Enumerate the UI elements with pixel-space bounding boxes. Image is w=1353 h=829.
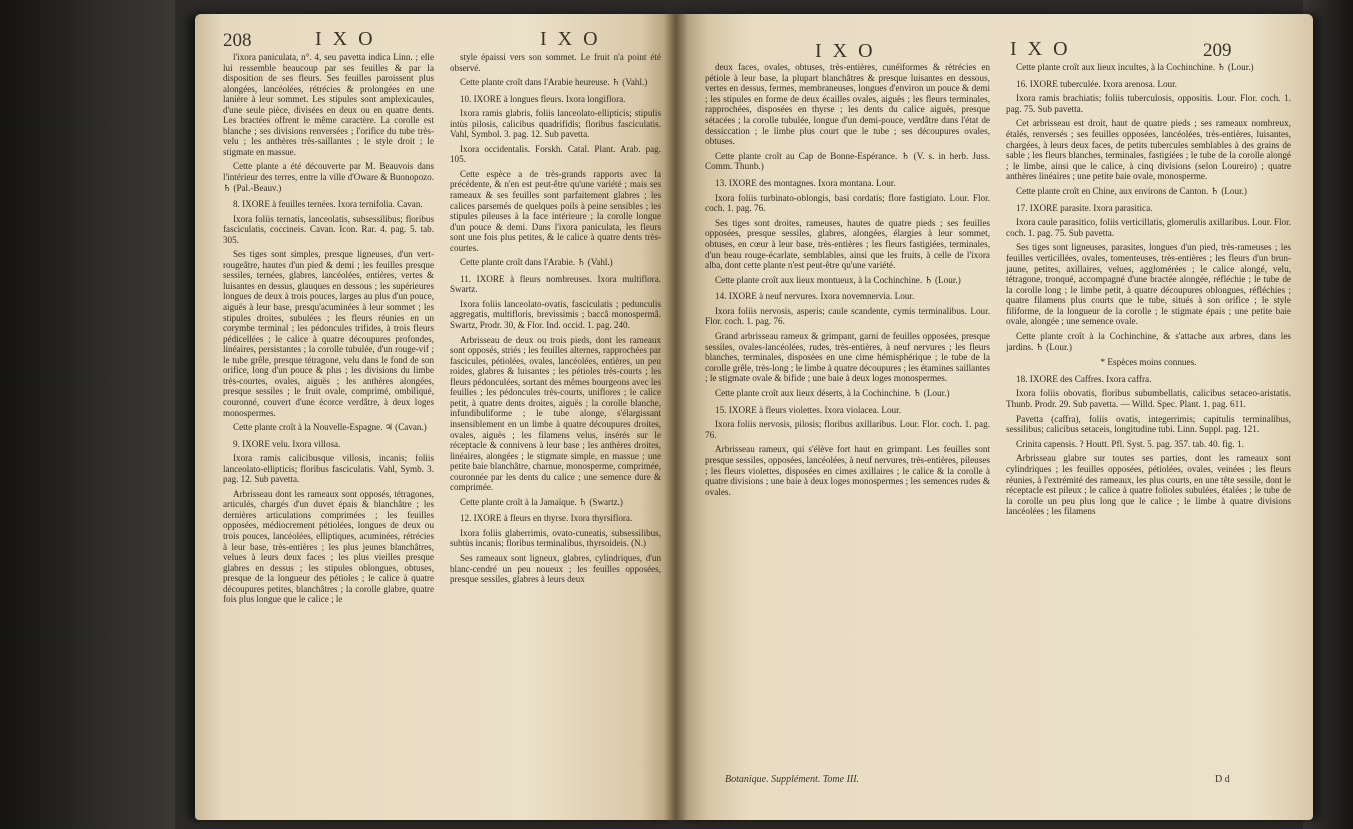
left-column-1 — [223, 52, 434, 820]
paragraph: Ixora foliis ternatis, lanceolatis, subsessilibus; floribus fasciculatis, coccineis. Cavan. Icon. Rar. 4. pag. 5. tab. 305. — [223, 213, 434, 245]
paragraph: Ses tiges sont simples, presque ligneuses, d'un vert-rougeâtre, hautes d'un pied & demi ; les feuilles presque sessiles, ternées, glabres, lancéolées, entières, vertes & luisantes en dessus, glauques en dessous ; les supérieures longues de deux à trois pouces, larges au plus d'un pouce, aiguës à leur base, presqu'acuminées à leur sommet ; les stipules droites, subulées ; les fleurs réunies en un corymbe terminal ; les pédoncules trifides, à trois fleurs pédicellées ; le calice à quatre découpures profondes, linéaires, persistantes ; la corolle tubulée, d'un rouge-vif ; le tube grêle, presque tétragone, velu dans le fond de son orifice, long d'un pouce & plus ; les divisions du limbe très-courtes, ovales, aiguës ; les anthères alongées, presque sessiles ; le fruit ovale, comprimé, ombiliqué, couronné, couvert d'une écorce verdâtre, à deux loges monospermes. — [223, 249, 434, 418]
right-column-1 — [705, 62, 990, 782]
running-head-left-col1: I X O — [315, 28, 376, 50]
paragraph: deux faces, ovales, obtuses, très-entières, cunéiformes & rétrécies en pétiole à leur base, la plupart blanchâtres & presque luisantes en dessous, vertes en dessus, fermes, membraneuses, longues d'environ un pouce & demi ; les stipules en forme de deux écailles ovales, aiguës ; les fleurs terminales, rapprochées, disposées en thyrse ; les dents du calice aiguës, presque sétacées ; la corolle tubulée, longue d'un demi-pouce, verdâtre dans l'état de dessiccation ; le limbe plus court que le tube ; ses découpures ovales, obtuses. — [705, 62, 990, 147]
paragraph: 17. IXORE parasite. Ixora parasitica. — [1016, 202, 1153, 213]
paragraph: Cette plante croît à la Jamaïque. ♄ (Swartz.) — [460, 496, 623, 507]
paragraph: Cette espèce a de très-grands rapports avec la précédente, & n'en est peut-être qu'une variété ; mais ses rameaux & ses feuilles sont parfaitement glabres ; les calices parsemés de quelques poils à peine sensibles ; les stipules pileuses à la face intérieure ; la corolle longue d'un pouce & demi. Dans l'ixora paniculata, les fleurs sont une fois plus petites, & le calice à quatre dents très-courtes. — [450, 168, 661, 253]
paragraph: Ixora caule parasitico, foliis verticillatis, glomerulis axillaribus. Lour. Flor. coch. 1. pag. 75. Sub pavetta. — [1006, 217, 1291, 238]
running-head-left-col2: I X O — [540, 28, 601, 50]
signature-mark: D d — [1215, 774, 1230, 785]
page-number-right: 209 — [1203, 40, 1232, 61]
paragraph: Ixora foliis obovatis, floribus subumbellatis, calicibus setaceo-aristatis. Thunb. Prodr. 29. Sub pavetta. — Willd. Spec. Plant. 1. pag. 611. — [1006, 388, 1291, 410]
paragraph: Ses tiges sont droites, rameuses, hautes de quatre pieds ; ses feuilles opposées, presque sessiles, glabres, alongées, élargies à leur sommet, obtuses, en cœur à leur base, très-entières ; les fleurs fastigiées, terminales, d'un beau rouge-écarlate, semblables, ainsi que les fruits, à celle de l'ixora alba, dont cette plante n'est peut-être qu'une variété. — [705, 217, 990, 271]
paragraph: Arbrisseau de deux ou trois pieds, dont les rameaux sont opposés, striés ; les feuilles alternes, rapprochées par fascicules, pétiolées, ovales, lancéolées, entières, un peu roides, glabres & luisantes ; les pétioles très-courts ; les fleurs pédonculées, sortant des mêmes bourgeons avec les feuilles ; les pédoncules très-courts, uniflores ; le calice petit, à quatre dents droites, aiguës ; la corolle blanche, infundibuliforme ; le tube alonge, s'élargissant insensiblement en un limbe à quatre découpures droites, ovales, aiguës ; les filamens velus, insérés sur le réceptacle & connivens à leur base ; les anthères droites, linéaires, alongées ; le stigmate simple, en massue ; une petite baie blanchâtre, charnue, monosperme, comprimée, couronnée par les dents du calice ; une semence dure & comprimée. — [450, 334, 661, 493]
paragraph: Ixora foliis turbinato-oblongis, basi cordatis; flore fastigiato. Lour. Flor. coch. 1. pag. 76. — [705, 192, 990, 214]
paragraph: * Espèces moins connues. — [1100, 357, 1197, 368]
paragraph: 16. IXORE tuberculée. Ixora arenosa. Lour. — [1016, 78, 1177, 89]
left-column-2 — [450, 52, 661, 820]
paragraph: Ixora foliis nervosis, asperis; caule scandente, cymis terminalibus. Lour. Flor. coch. 1. pag. 76. — [705, 305, 990, 327]
paragraph: 8. IXORE à feuilles ternées. Ixora ternifolia. Cavan. — [233, 199, 423, 210]
right-column-2 — [1006, 62, 1291, 782]
right-page — [675, 14, 1313, 820]
paragraph: l'ixora paniculata, n°. 4, seu pavetta indica Linn. ; elle lui ressemble beaucoup par ses feuilles & par la disposition de ses fleurs. Ses feuilles paroissent plus alongées, lancéolées, rétrécies & prolongées en une lanière à leur sommet. Les stipules sont amplexicaules, d'une seule pièce, divisées en deux ou en quatre dents. Les bractées offrent le même caractère. La corolle est blanche ; ses divisions renversées ; l'orifice du tube très-velu ; les anthères très-saillantes ; le style droit ; le stigmate en massue. — [223, 52, 434, 157]
page-number-left: 208 — [223, 30, 252, 51]
paragraph: Ixora foliis lanceolato-ovatis, fasciculatis ; pedunculis aggregatis, multifloris, brevissimis ; baccâ monospermâ. Swartz, Prodr. 30, & Flor. Ind. occid. 1. pag. 240. — [450, 298, 661, 331]
paragraph: Arbrisseau glabre sur toutes ses parties, dont les rameaux sont cylindriques ; les feuilles opposées, pétiolées, ovales, veinées ; les fleurs réunies, à l'extrémité des rameaux, les plus courts, en une tête sessile, dont le réceptacle est pileux ; le calice à quatre folioles subulées, étalées ; le tube de la corolle un peu plus long que le calice ; le limbe à quatre divisions lancéolées ; les filamens — [1006, 453, 1291, 517]
paragraph: Cette plante croît aux lieux incultes, à la Cochinchine. ♄ (Lour.) — [1016, 62, 1254, 72]
right-page-columns — [705, 62, 1291, 782]
paragraph: Grand arbrisseau rameux & grimpant, garni de feuilles opposées, presque sessiles, ovales-lancéolées, rudes, très-entières, à neuf nervures ; les fleurs blanches, terminales, disposées en une cime hémisphérique ; le tube de la corolle grêle, très-long ; le limbe à quatre découpures ; les étamines saillantes ; le stigmate ovale & bifide ; une baie à deux loges monospermes. — [705, 331, 990, 384]
paragraph: Cet arbrisseau est droit, haut de quatre pieds ; ses rameaux nombreux, étalés, renversés ; ses feuilles opposées, lancéolées, très-entières, luisantes, chargées, à leurs deux faces, de petits tubercules semblables à des grains de sable ; les fleurs blanches, terminales, fastigiées ; le tube de la corolle alongé ; le limbe, ainsi que le calice, à cinq divisions (selon Loureiro) ; quatre anthères linéaires ; une petite baie ovale, monosperme. — [1006, 118, 1291, 182]
left-page — [195, 14, 675, 820]
paragraph: 12. IXORE à fleurs en thyrse. Ixora thyrsiflora. — [460, 513, 633, 524]
paragraph: Ixora occidentalis. Forskh. Catal. Plant. Arab. pag. 105. — [450, 143, 661, 165]
paragraph: Ixora foliis glaberrimis, ovato-cuneatis, subsessilibus, subtùs incanis; floribus terminalibus, thyrsoideis. (N.) — [450, 527, 661, 549]
paragraph: Cette plante croît au Cap de Bonne-Espérance. ♄ (V. s. in herb. Juss. Comm. Thunb.) — [705, 150, 990, 172]
paragraph: Cette plante croît à la Nouvelle-Espagne. ♃ (Cavan.) — [233, 422, 427, 433]
paragraph: Arbrisseau dont les rameaux sont opposés, tétragones, articulés, chargés d'un duvet épais & blanchâtre ; les dernières articulations comprimées ; les feuilles opposées, médiocrement pétiolées, longues de deux ou trois pouces, lancéolées, elliptiques, acuminées, rétrécies à leur base, très-entières ; les plus jeunes blanchâtres, velues à leurs deux faces ; les plus vieilles presque glabres en dessus ; les stipules oblongues, obtuses, presque de la longueur des pétioles ; le calice à quatre découpures petites, blanchâtres ; la corolle glabre, quatre fois plus longue que le calice ; le — [223, 488, 434, 605]
paragraph: Cette plante croît aux lieux montueux, à la Cochinchine. ♄ (Lour.) — [715, 274, 961, 285]
paragraph: 9. IXORE velu. Ixora villosa. — [233, 438, 341, 449]
running-head-right-col1: I X O — [815, 40, 876, 62]
paragraph: Cette plante croît aux lieux déserts, à la Cochinchine. ♄ (Lour.) — [715, 388, 950, 399]
paragraph: Ixora ramis glabris, foliis lanceolato-ellipticis; stipulis intùs pilosis, calicibus quadrifidis; floribus fasciculatis. Vahl, Symbol. 3. pag. 12. Sub pavetta. — [450, 108, 661, 140]
left-shadow — [0, 0, 175, 829]
left-page-columns — [223, 52, 661, 820]
paragraph: Arbrisseau rameux, qui s'élève fort haut en grimpant. Les feuilles sont presque sessiles, opposées, lancéolées, à neuf nervures, très-entières, pileuses ; les fleurs violettes, disposées en cimes axillaires ; le calice & la corolle à quatre divisions ; une baie à deux loges monospermes ; les semences rudes & ovales. — [705, 444, 990, 497]
paragraph: Ses tiges sont ligneuses, parasites, longues d'un pied, très-rameuses ; les feuilles verticillées, ovales, tomenteuses, très-entières ; les fleurs d'un brun-jaune, petites, axillaires, velues, agglomérées ; le calice alongé, velu, tétragone, tronqué, accompagné d'une bractée alongée, réfléchie ; le tube de la corolle long ; le limbe petit, à quatre découpures oblongues, réfléchies ; quatre filamens plus courts que le tube, situés à son orifice ; le style filiforme, de la longueur de la corolle ; le stigmate épais ; une petite baie ovale, alongée ; une semence ovale. — [1006, 242, 1291, 327]
paragraph: style épaissi vers son sommet. Le fruit n'a point été observé. — [450, 52, 661, 73]
paragraph: Pavetta (caffra), foliis ovatis, integerrimis; capitulis terminalibus, sessilibus; calicibus setaceis, longitudine tubi. Linn. Suppl. pag. 121. — [1006, 413, 1291, 435]
paragraph: 13. IXORE des montagnes. Ixora montana. Lour. — [715, 177, 896, 188]
paragraph: Cette plante croît à la Cochinchine, & s'attache aux arbres, dans les jardins. ♄ (Lour.) — [1006, 331, 1291, 352]
paragraph: 14. IXORE à neuf nervures. Ixora novemnervia. Lour. — [715, 291, 915, 302]
footer-volume: Botanique. Supplément. Tome III. — [725, 774, 860, 785]
paragraph: 15. IXORE à fleurs violettes. Ixora violacea. Lour. — [715, 404, 901, 415]
paragraph: Ixora ramis calicibusque villosis, incanis; foliis lanceolato-ellipticis; floribus fasciculatis. Vahl, Symb. 3. pag. 12. Sub pavetta. — [223, 453, 434, 485]
paragraph: Ses rameaux sont ligneux, glabres, cylindriques, d'un blanc-cendré un peu noueux ; les feuilles opposées, presque sessiles, glabres à leurs deux — [450, 552, 661, 585]
paragraph: Crinita capensis. ? Houtt. Pfl. Syst. 5. pag. 357. tab. 40. fig. 1. — [1016, 438, 1244, 449]
paragraph: Cette plante a été découverte par M. Beauvois dans l'intérieur des terres, entre la ville d'Oware & Buonopozo. ♄ (Pal.-Beauv.) — [223, 161, 434, 193]
paragraph: Cette plante croît dans l'Arabie heureuse. ♄ (Vahl.) — [460, 77, 648, 88]
running-head-right-col2: I X O — [1010, 38, 1071, 60]
paragraph: Ixora foliis nervosis, pilosis; floribus axillaribus. Lour. Flor. coch. 1. pag. 76. — [705, 419, 990, 440]
paragraph: 10. IXORE à longues fleurs. Ixora longiflora. — [460, 93, 626, 104]
paragraph: 18. IXORE des Caffres. Ixora caffra. — [1016, 373, 1152, 384]
paragraph: Cette plante croît en Chine, aux environs de Canton. ♄ (Lour.) — [1016, 185, 1247, 196]
paragraph: Cette plante croît dans l'Arabie. ♄ (Vahl.) — [460, 257, 613, 268]
paragraph: 11. IXORE à fleurs nombreuses. Ixora multiflora. Swartz. — [450, 273, 661, 295]
paragraph: Ixora ramis brachiatis; foliis tuberculosis, oppositis. Lour. Flor. coch. 1. pag. 75. Sub pavetta. — [1006, 93, 1291, 114]
